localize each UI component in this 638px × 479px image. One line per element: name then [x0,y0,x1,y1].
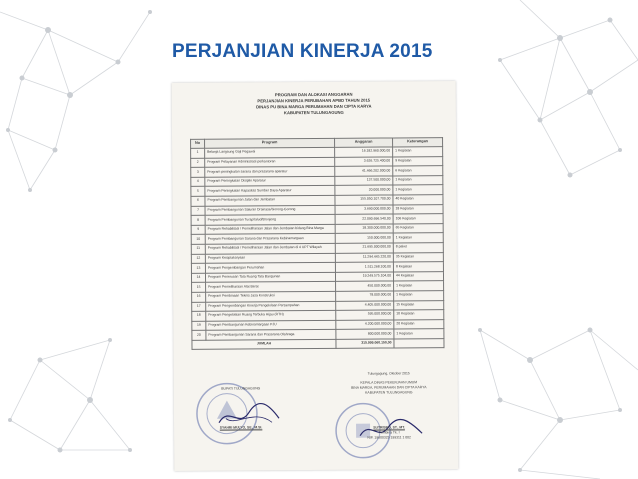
right-signer-nip: NIP. 19600325 199311 1 002 [367,435,411,440]
table-body [191,147,444,341]
row-anggaran: 150.000.000,00 [335,233,393,243]
row-anggaran: 1.511.268.100,00 [335,262,393,272]
left-signer-role: BUPATI TULUNGAGUNG [221,386,261,391]
column-header-no: No [191,139,205,148]
row-program: Program Peningkatan Kapasitas Sumber Daya Aparatur [205,186,335,197]
document-heading [172,91,456,117]
row-keterangan: 20 Kegiatan [394,319,444,329]
right-signer-role: KEPALA DINAS PEKERJAAN UMUM [360,380,418,385]
row-keterangan: 18 Kegiatan [393,204,443,214]
total-label: JUMLAH [192,339,336,349]
row-keterangan: 1 Kegiatan [394,329,444,339]
row-program: Program Pembangunan Turap/talud/Bronjong [205,215,335,226]
row-keterangan: 1 Kegiatan [393,233,443,243]
row-program: Program Keciptakaryaan [205,253,335,264]
column-header-keterangan: Keterangan [393,138,443,147]
row-program: Program Pembinaan Teknis Jasa Konstruksi [206,291,336,302]
row-keterangan: 1 Kegiatan [393,147,443,157]
row-anggaran: 3.690.000.000,00 [335,205,393,215]
row-number: 4 [191,177,205,187]
heading-line: DINAS PU BINA MARGA PERUMAHAN DAN CIPTA KARYA [256,103,372,110]
row-keterangan: 10 Kegiatan [394,310,444,320]
row-keterangan: 35 Kegiatan [393,252,443,262]
row-program: Program Pemeliharaan Alat Berat [206,282,336,293]
row-program: Program Pengelolaan Ruang Terbuka Hijau (RTH) [206,310,336,321]
row-anggaran: 41.466.202.000,00 [335,166,393,176]
row-program: Program Rehabilitasi / Pemeliharaan Jalan dan Jembatan bidang Bina Marga [205,224,335,235]
row-number: 8 [191,215,205,225]
row-number: 9 [191,225,205,235]
row-keterangan: 15 Kegiatan [394,300,444,310]
right-signer-role: BINA MARGA, PERUMAHAN DAN CIPTA KARYA [351,385,427,390]
right-signature-block [334,371,444,441]
row-anggaran: 19.249.575.104,00 [335,272,393,282]
row-keterangan: 8 paket [393,243,443,253]
right-signer-rank: Pembina Tk. I [378,430,400,435]
row-anggaran: 155.050.107.700,00 [335,195,393,205]
row-number: 3 [191,167,205,177]
left-signature-block [196,386,286,431]
row-number: 14 [191,273,205,283]
left-signer-name: SYAHRI MULYO, SE., M.SI. [219,425,263,430]
row-number: 1 [191,148,205,158]
row-program: Program Pembangunan Saluran Drainase/Gorong-Gorong [205,205,335,216]
scanned-document [172,81,459,471]
row-number: 20 [192,331,206,341]
row-anggaran: 4.405.000.000,00 [336,300,394,310]
total-empty-cell [394,338,444,347]
row-program: Program Pembangunan Sarana dan Prasarana Olahraga [206,330,336,341]
row-keterangan: 8 Kegiatan [393,262,443,272]
row-anggaran: 11.294.445.220,00 [335,252,393,262]
row-keterangan: 44 Kegiatan [393,271,443,281]
row-number: 19 [192,321,206,331]
row-number: 11 [191,244,205,254]
row-program: Program Pembangunan Sarana dan Prasarana Kebinamargaan [205,234,335,245]
row-number: 7 [191,206,205,216]
row-number: 5 [191,187,205,197]
row-anggaran: 21.695.000.000,00 [335,243,393,253]
row-anggaran: 4.200.000.000,00 [336,320,394,330]
row-program: Program Pengembangan Kinerja Pengelolaan Persampahan [206,301,336,312]
row-keterangan: 1 Kegiatan [393,185,443,195]
row-keterangan: 65 Kegiatan [393,223,443,233]
row-anggaran: 16.182.960.000,00 [335,147,393,157]
row-keterangan: 106 Kegiatan [393,214,443,224]
row-anggaran: 22.090.696.540,00 [335,214,393,224]
row-keterangan: 40 Kegiatan [393,195,443,205]
row-anggaran: 3.626.725.400,00 [335,157,393,167]
total-value: 315.999.060.150,00 [336,339,394,348]
heading-line: PERJANJIAN KINERJA PERUBAHAN APBD TAHUN 2015 [257,97,371,104]
row-program: Belanja Langsung Gaji Pegawai [205,147,335,158]
row-number: 6 [191,196,205,206]
right-signer-name: SUTRISNO, ST., MT. [373,425,405,430]
row-program: Program Pengembangan Perumahan [205,262,335,273]
row-anggaran: 800.000.000,00 [336,329,394,339]
program-table [190,137,444,350]
row-number: 2 [191,158,205,168]
row-number: 12 [191,254,205,264]
row-anggaran: 78.000.000,00 [336,291,394,301]
row-number: 18 [192,311,206,321]
slide-title: PERJANJIAN KINERJA 2015 [172,41,433,62]
total-row [192,338,444,349]
row-number: 13 [191,263,205,273]
row-anggaran: 595.000.000,00 [336,310,394,320]
row-program: Program Peningkatan Disiplin Aparatur [205,176,335,187]
row-anggaran: 450.000.000,00 [336,281,394,291]
row-program: Program Pembangunan Jalan dan Jembatan [205,195,335,206]
row-program: Program Pembangunan Kebinamargaan PJU [206,320,336,331]
column-header-program: Program [205,138,335,148]
row-keterangan: 9 Kegiatan [393,156,443,166]
row-program: Program Penerusan Tata Ruang Tata Bangunan [205,272,335,283]
row-program: Program peningkatan sarana dan prasarana aparatur [205,167,335,178]
place-date: Tulungagung, Oktober 2015 [367,371,410,376]
heading-line: PROGRAM DAN ALOKASI ANGGARAN [274,91,353,98]
row-number: 16 [192,292,206,302]
row-anggaran: 137.500.000,00 [335,176,393,186]
row-number: 15 [192,283,206,293]
row-program: Program Pelayanan Administrasi perkantoran [205,157,335,168]
right-signer-role: KABUPATEN TULUNGAGUNG [365,390,413,395]
row-anggaran: 20.000.000,00 [335,185,393,195]
row-keterangan: 6 Kegiatan [393,166,443,176]
row-keterangan: 1 Kegiatan [393,175,443,185]
row-keterangan: 1 Kegiatan [394,281,444,291]
row-number: 17 [192,302,206,312]
row-number: 10 [191,235,205,245]
row-keterangan: 1 Kegiatan [394,291,444,301]
column-header-anggaran: Anggaran [335,138,393,147]
heading-line: KABUPATEN TULUNGAGUNG [283,109,344,116]
row-program: Program Rehabilitasi / Pemeliharaan Jalan dan Jembatan di 4 UPT Wilayah [205,243,335,254]
row-anggaran: 18.300.000.000,00 [335,224,393,234]
